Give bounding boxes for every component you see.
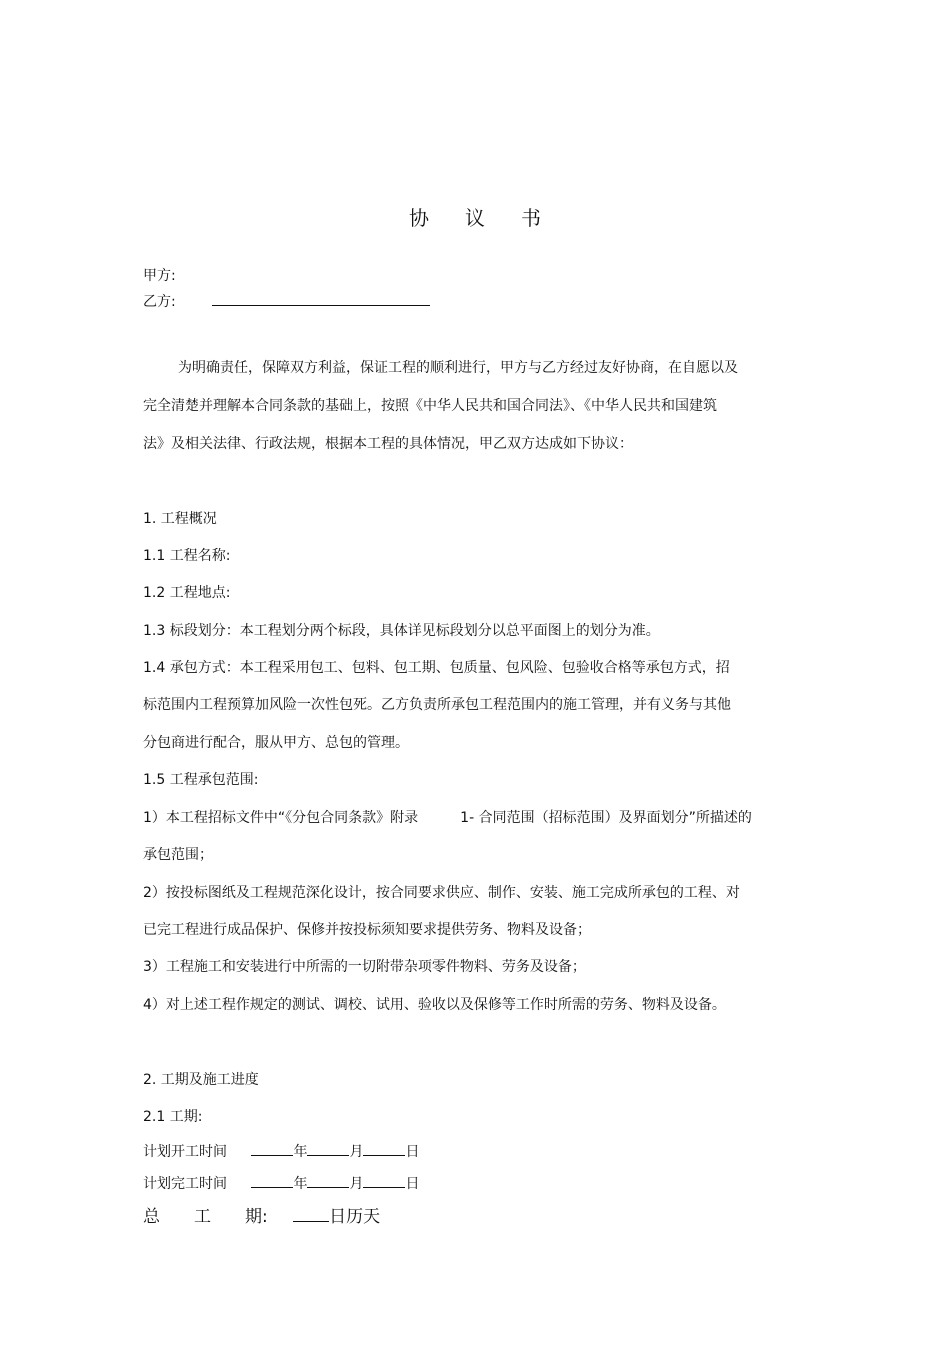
item-1-1: 1.1 工程名称:	[143, 548, 231, 564]
start-month-blank	[307, 1141, 349, 1156]
planned-start-row	[143, 1141, 419, 1161]
end-month-blank	[307, 1173, 349, 1188]
planned-end-label: 计划完工时间	[143, 1176, 227, 1192]
party-a-label: 甲方:	[143, 268, 176, 284]
year-label: 年	[293, 1176, 308, 1192]
scope-1-part-b: 1- 合同范围（招标范围）及界面划分”所描述的	[460, 810, 752, 826]
month-label: 月	[349, 1176, 364, 1192]
intro-line-2: 完全清楚并理解本合同条款的基础上，按照《中华人民共和国合同法》、《中华人民共和国建筑	[143, 398, 717, 414]
end-year-blank	[251, 1173, 293, 1188]
day-label: 日	[405, 1176, 420, 1192]
title-char: 书	[521, 206, 541, 230]
item-1-4-line-2: 标范围内工程预算加风险一次性包死。乙方负责所承包工程范围内的施工管理，并有义务与其他	[143, 697, 731, 713]
item-2-1: 2.1 工期:	[143, 1109, 203, 1125]
start-day-blank	[363, 1141, 405, 1156]
item-1-4-line-1: 1.4 承包方式：本工程采用包工、包料、包工期、包质量、包风险、包验收合格等承包方式，招	[143, 660, 730, 676]
intro-line-3: 法》及相关法律、行政法规，根据本工程的具体情况，甲乙双方达成如下协议：	[143, 436, 633, 452]
total-duration-label: 总 工 期:	[143, 1207, 268, 1227]
planned-start-label: 计划开工时间	[143, 1144, 227, 1160]
section-2-heading: 2. 工期及施工进度	[143, 1072, 259, 1088]
scope-2-line-2: 已完工程进行成品保护、保修并按投标须知要求提供劳务、物料及设备；	[143, 922, 591, 938]
document-title	[0, 202, 950, 231]
total-duration-row	[143, 1204, 380, 1228]
scope-1-line-1	[143, 809, 752, 827]
title-char: 协	[409, 206, 429, 230]
total-days-blank	[293, 1204, 329, 1222]
total-duration-unit: 日历天	[329, 1207, 381, 1227]
start-year-blank	[251, 1141, 293, 1156]
scope-1-part-a: 1）本工程招标文件中“《分包合同条款》附录	[143, 810, 419, 826]
scope-4: 4）对上述工程作规定的测试、调校、试用、验收以及保修等工作时所需的劳务、物料及设备。	[143, 997, 726, 1013]
title-char: 议	[465, 206, 485, 230]
scope-1-line-2: 承包范围；	[143, 847, 213, 863]
party-b-label: 乙方:	[143, 294, 176, 310]
section-1-heading: 1. 工程概况	[143, 511, 217, 527]
scope-2-line-1: 2）按投标图纸及工程规范深化设计，按合同要求供应、制作、安装、施工完成所承包的工程、对	[143, 885, 740, 901]
day-label: 日	[405, 1144, 420, 1160]
month-label: 月	[349, 1144, 364, 1160]
intro-line-1: 为明确责任，保障双方利益，保证工程的顺利进行，甲方与乙方经过友好协商，在自愿以及	[178, 360, 738, 376]
party-b-blank	[212, 291, 430, 306]
end-day-blank	[363, 1173, 405, 1188]
item-1-3: 1.3 标段划分：本工程划分两个标段，具体详见标段划分以总平面图上的划分为准。	[143, 623, 660, 639]
item-1-4-line-3: 分包商进行配合，服从甲方、总包的管理。	[143, 735, 409, 751]
party-b-row	[143, 291, 430, 311]
planned-end-row	[143, 1173, 419, 1193]
year-label: 年	[293, 1144, 308, 1160]
scope-3: 3）工程施工和安装进行中所需的一切附带杂项零件物料、劳务及设备；	[143, 959, 586, 975]
item-1-2: 1.2 工程地点:	[143, 585, 231, 601]
item-1-5: 1.5 工程承包范围:	[143, 772, 259, 788]
